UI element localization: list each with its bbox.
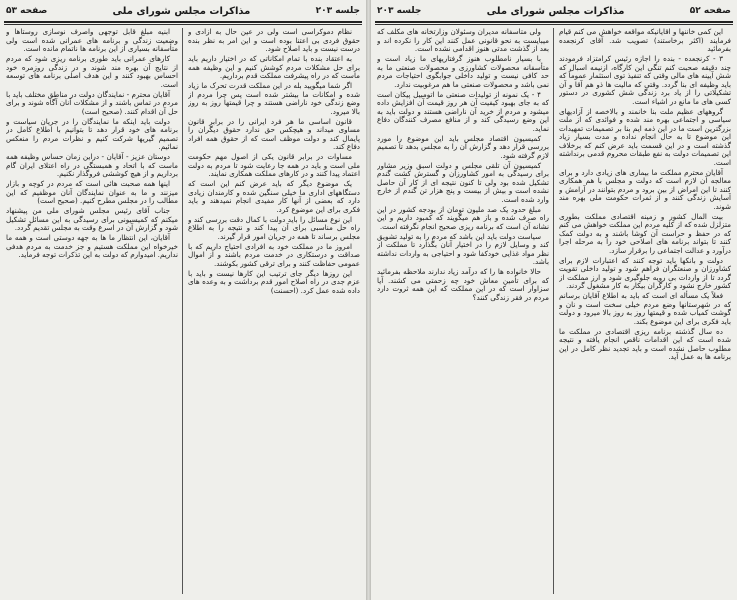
paragraph: ۴ - یک نمونه از تولیدات صنعتی ما اتومبیل پیکان است که به جای بهبود کیفیت آن هر روز قیمت آن افزایش داده میشود و مردم از خرید آن ناراضی هستند و دولت باید به این وضع رسیدگی کند و از منافع مصرف کنندگان دفاع نماید. — [377, 89, 549, 133]
paragraph: ابنیه مبلغ قابل توجهی واصرف نوسازی روستاها و وضعیت زندگی و برنامه های عمرانی شده است ولی متأسفانه بسیاری از این برنامه ها ناتمام مانده است. — [6, 28, 178, 53]
text-column-2 — [377, 28, 549, 598]
page-gutter — [366, 0, 371, 600]
paragraph: سیاست دولت باید این باشد که مردم را به تولید تشویق کند و وسایل لازم را در اختیار آنان بگذارد تا مملکت از نظر مواد غذایی خودکفا شود و احتیاجی به واردات نداشته باشد. — [377, 231, 549, 266]
paragraph: این روزها دیگر جای ترتیب این کارها نیست و باید با عزم جدی در راه اصلاح امور قدم برداشت و به وعده های داده شده عمل کرد. (احسنت) — [188, 268, 360, 295]
paragraph: ۳ - کرنجعده - بنده را اجازه رئیس کرامتزاد فرمودند چند دقیقه صحبت کنم تنگی این کارگاه، ازنیمه اسبال که شش آیینه های مالی وقتی که تنفیذ توی استثمار عموماً که باید وظیفه ای بنا گردد. وقتی که مالیت ها ذو هم آقا و آن تشکیلاتی را از یاد برد زندگی شش کشوری در دستور کسی های ما مانع در اشیاء است. — [559, 54, 731, 106]
paragraph: آقایان محترم - نمایندگان دولت در مناطق مختلف باید با مردم در تماس باشند و از مشکلات آنان آگاه شوند و برای حل آن اقدام کنند. (صحیح است) — [6, 89, 178, 116]
left-page-header — [6, 3, 360, 19]
text-column-2 — [6, 28, 178, 598]
paragraph: قانون اساسی ما هر فرد ایرانی را در برابر قانون مساوی میداند و هیچکس حق ندارد حقوق دیگران را پایمال کند و دولت موظف است که از حقوق همه افراد دفاع کند. — [188, 116, 360, 151]
paragraph: گروههای عظیم ملت بنا خانمند و بالاخصه از آزادیهای سیاسی و اجتماعی بهره مند شده و فوائدی که از ملت بزرگترین است ما در این ذمه ایم بنا بر تصمیمات تمهیدات این موضوع تا به حال انجام نداده و مدت بسیار زیاد گذشته است و در این قسمت باید عرض کنم که برخلاف این تصمیمات دولت به نفع طبقات محروم قدمی برنداشته است. — [559, 106, 731, 167]
paragraph: یک موضوع دیگر که باید عرض کنم این است که دستگاههای اداری ما خیلی سنگین شده و کارمندان زیادی دارد که بعضی از آنها کار مفیدی انجام نمیدهند و باید فکری برای این موضوع کرد. — [188, 179, 360, 214]
paragraph: ده سال گذشته برنامه ریزی اقتصادی در مملکت ما شده است که این اقدامات ناقص انجام یافته و نتیجه مطلوب حاصل نشده است و باید تجدید نظر کامل در این برنامه ها به عمل آید. — [559, 326, 731, 361]
session-label: جلسه ۲۰۳ — [315, 6, 360, 16]
page-title: مذاکرات مجلس شورای ملی — [486, 5, 625, 17]
paragraph: بیت المال کشور و زمینه اقتصادی مملکت بطوری متزلزل شده که از کلیه مردم این مملکت خواهش می کنم که در حفظ و حراست آن کوشا باشند و به دولت کمک کنند تا بتواند برنامه های اصلاحی خود را به مرحله اجرا درآورد و عدالت اجتماعی را برقرار سازد. — [559, 211, 731, 255]
paragraph: به اعتقاد بنده با تمام امکاناتی که در اختیار داریم باید برای حل مشکلات مردم کوشش کنیم و این وظیفه همه ماست که در راه پیشرفت مملکت قدم برداریم. — [188, 54, 360, 80]
paragraph: آقایان، این انتظار ما ها به جهه دوستی است و همه ما خیرخواه این مملکت هستیم و جز خدمت به مردم هدفی نداریم. امیدوارم که دولت به این تذکرات توجه فرماید. — [6, 233, 178, 259]
left-page — [0, 0, 366, 600]
paragraph: کارهای عمرانی باید طوری برنامه ریزی شود که مردم از نتایج آن بهره مند شوند و در زندگی روزمره خود احساس بهبود کنند و این هدف اصلی برنامه های توسعه است. — [6, 54, 178, 89]
paragraph: نظام دموکراسی است ولی در عین حال به آزادی و حقوق فردی بی اعتنا بوده است و این امر به نظر بنده درست نیست و باید اصلاح شود. — [188, 28, 360, 53]
header-rule — [375, 21, 733, 23]
paragraph: دولت باید اینکه ما نمایندگان را در جریان سیاست و برنامه های خود قرار دهد تا بتوانیم با اطلاع کامل در تصمیم گیریها شرکت کنیم و نظرات مردم را منعکس نمائیم. — [6, 116, 178, 151]
paragraph: مبلغ حدود یک صد ملیون تومان از بودجه کشور در این راه صرف شده و باز هم میگویند که کمبود داریم و این نشانه آن است که برنامه ریزی صحیح انجام نگرفته است. — [377, 204, 549, 231]
paragraph: کمیسیون آن تلقی مجلس و دولت اسبق وزیر مشاور برای رسیدگی به امور کشاورزان و گسترش کشت گندم تشکیل شده بود ولی تا کنون نتیجه ای از کار آن حاصل نشده است و بیش از بیست و پنج هزار تن گندم از خارج وارد شده است. — [377, 160, 549, 204]
paragraph: ولی متأسفانه مدیران وسئولان وزارتخانه های مکلف که میبایست به نحو قانونی عمل کنند این کار را نکرده اند و بعد از گذشت مدتی هنوز اقدامی نشده است. — [377, 28, 549, 53]
right-page-header — [377, 3, 731, 19]
header-rule-thin — [375, 24, 733, 25]
paragraph: با بسیار نامطلوب هنوز گرفتاریهای ما زیاد است و متأسفانه محصولات کشاورزی و محصولات صنعتی ما به حد کافی نیست و تولید داخلی جوابگوی احتیاجات مردم نمی باشد و محصولات صنعتی ما هم مرغوبیت ندارد. — [377, 54, 549, 89]
text-column-1 — [559, 28, 731, 598]
page-number: صفحه ۵۲ — [689, 6, 731, 16]
right-page — [371, 0, 737, 600]
page-title: مذاکرات مجلس شورای ملی — [112, 5, 251, 17]
paragraph: اگر شما میگویید بله در این مملکت قدرت تحرک ما زیاد شده و امکانات ما بیشتر شده است پس چرا مردم از وضع زندگی خود ناراضی هستند و چرا قیمتها روز به روز بالا میرود. — [188, 81, 360, 116]
paragraph: امروز ما در مملکت خود به افرادی احتیاج داریم که با صداقت و درستکاری در خدمت مردم باشند و از اموال عمومی حفاظت کنند و برای ترقی کشور بکوشند. — [188, 241, 360, 268]
paragraph: کمیسیون اقتصاد مجلس باید این موضوع را مورد بررسی قرار دهد و گزارش آن را به مجلس بدهد تا تصمیم لازم گرفته شود. — [377, 133, 549, 160]
paragraph: دوستان عزیز - آقایان - دراین زمان حساس وظیفه همه ماست که با اتحاد و همبستگی در راه اعتلای ایران گام برداریم و از هیچ کوششی فروگذار نکنیم. — [6, 152, 178, 178]
paragraph: اینها همه صحبت هائی است که مردم در کوچه و بازار میزنند و ما به عنوان نمایندگان آنان موظفیم که این مطالب را در مجلس مطرح کنیم. (صحیح است) — [6, 179, 178, 205]
session-label: جلسه ۲۰۳ — [377, 6, 422, 16]
paragraph: این کمی خاننها و آقایانیکه مواقعه خواهش می کنم قیام فرمایند (اکثر برخاستند) تصویب شد. آقای کرنجعده بفرمائید — [559, 28, 731, 53]
column-divider — [182, 28, 183, 594]
paragraph: فعلاً یک مسأله ای است که باید به اطلاع آقایان برسانم که در شهرستانها وضع مردم خیلی سخت است و نان و گوشت کمیاب شده و قیمتها روز به روز بالا میرود و دولت باید فکری برای این موضوع بکند. — [559, 291, 731, 326]
column-divider — [553, 28, 554, 594]
paragraph: آقایان محترم مملکت ما بیماری های زیادی دارد و برای معالجه آن لازم است که دولت و مجلس با هم همکاری کنند تا این امراض از بین برود و مردم بتوانند در آرامش و آسایش زندگی کنند و از ثمرات حکومت ملی بهره مند شوند. — [559, 167, 731, 211]
paragraph: جناب آقای رئیس مجلس شورای ملی من پیشنهاد میکنم که کمیسیونی برای رسیدگی به این مسائل تشکیل شود و گزارش آن در اسرع وقت به مجلس تقدیم گردد. — [6, 206, 178, 232]
header-rule-thin — [4, 24, 362, 25]
header-rule — [4, 21, 362, 23]
page-number: صفحه ۵۳ — [6, 6, 48, 16]
paragraph: مساوات در برابر قانون یکی از اصول مهم حکومت ملی است و باید در همه جا رعایت شود تا مردم به دولت اعتماد پیدا کنند و در کارهای مملکت همکاری نمایند. — [188, 152, 360, 178]
paragraph: دولت و بانکها باید توجه کنند که اعتبارات لازم برای کشاورزان و صنعتگران فراهم شود و تولید داخلی تقویت گردد تا از واردات بی رویه جلوگیری شود و ارز مملکت از کشور خارج نشود و کارگران بیکار به کار مشغول گردند. — [559, 255, 731, 290]
text-column-1 — [188, 28, 360, 598]
paragraph: حالا خانواده ها را که درآمد زیاد ندارند ملاحظه بفرمائید که برای تأمین معاش خود چه زحمتی می کشند. آیا سزاوار است که در این مملکت که این همه ثروت دارد مردم در فقر زندگی کنند؟ — [377, 267, 549, 302]
paragraph: این نوع مسائل را باید دولت با کمال دقت بررسی کند و راه حل مناسبی برای آن پیدا کند و نتیجه را به اطلاع مجلس برساند تا همه در جریان امور قرار گیرند. — [188, 214, 360, 241]
